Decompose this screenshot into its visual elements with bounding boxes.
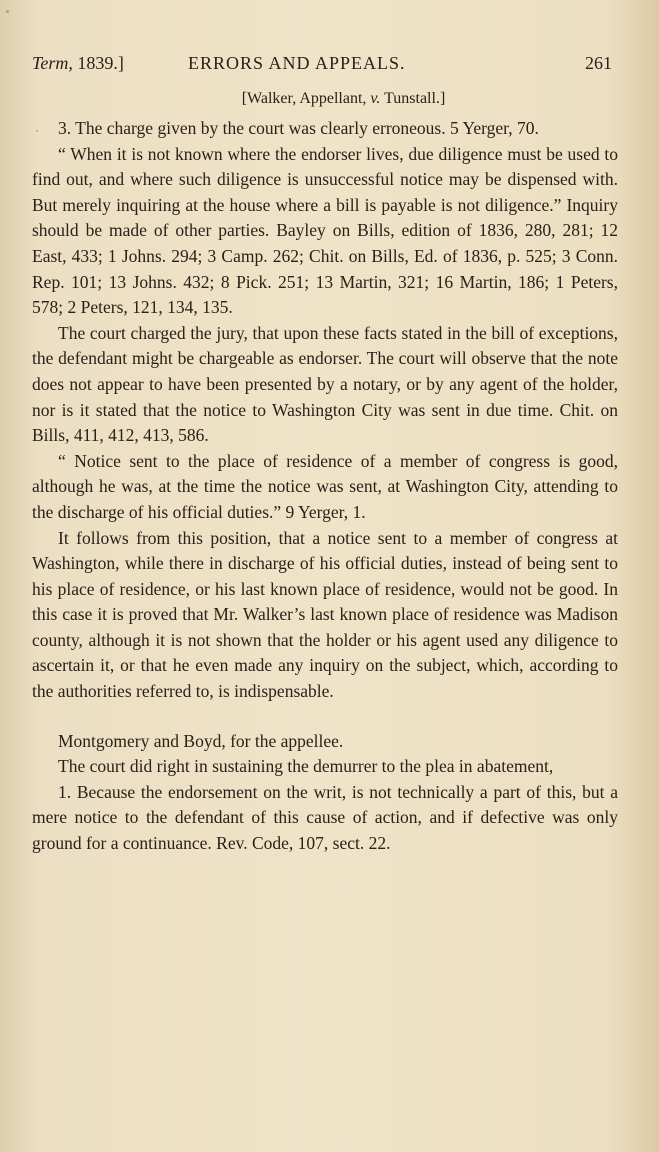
page-header bbox=[32, 50, 612, 76]
running-head-open: [Walker, Appellant, bbox=[241, 90, 367, 107]
page-number: 261 bbox=[585, 53, 612, 73]
paragraph-diligence-quote: “ When it is not known where the endorser lives, due diligence must be used to find out, and where such diligence is unsuccessful notice may be dispensed with. But merely inquiring at the house where a bill is payable is not diligence.” Inquiry should be made of other parties. Bayley on Bills, edition of 1836, 280, 281; 12 East, 433; 1 Johns. 294; 3 Camp. 262; Chit. on Bills, Ed. of 1836, p. 525; 3 Conn. Rep. 101; 13 Johns. 432; 8 Pick. 251; 13 Martin, 321; 16 Martin, 186; 1 Peters, 578; 2 Peters, 121, 134, 135. bbox=[32, 143, 618, 318]
running-head-versus: v. bbox=[370, 90, 381, 107]
header-title: ERRORS AND APPEALS. bbox=[188, 53, 406, 73]
paragraph-point-3: 3. The charge given by the court was clearly erroneous. 5 Yerger, 70. bbox=[58, 118, 539, 138]
paragraph-conclusion: It follows from this position, that a notice sent to a member of congress at Washington, while there in discharge of his official duties, instead of being sent to his place of residence, or his last known place of residence, would not be good. In this case it is proved that Mr. Walker’s last known place of residence was Madison county, although it is not shown that the holder or his agent used any diligence to ascertain it, or that he even made any inquiry on the subject, which, according to the authorities referred to, is indispensable. bbox=[32, 527, 618, 702]
header-term-word: Term, bbox=[32, 53, 73, 73]
paragraph-court-charge: The court charged the jury, that upon these facts stated in the bill of exceptions, the defendant might be chargeable as endorser. The court will observe that the note does not appear to have been presented by a notary, or by any agent of the holder, nor is it stated that the notice to Washington City was sent in due time. Chit. on Bills, 411, 412, 413, 586. bbox=[32, 322, 618, 446]
paragraph-appellee-counsel: Montgomery and Boyd, for the appellee. bbox=[58, 730, 344, 751]
paragraph-point-1: 1. Because the endorsement on the writ, is not technically a part of this, but a mere notice to the defendant of this cause of action, and if defective was only ground for a continuance. Rev. Code, 107, sect. 22. bbox=[32, 781, 618, 854]
page-body bbox=[32, 116, 618, 857]
paragraph-residence-quote: “ Notice sent to the place of residence of a member of congress is good, although he was, at the time the notice was sent, at Washington City, attending to the discharge of his official duties.” 9 Yerger, 1. bbox=[32, 450, 618, 522]
running-head bbox=[0, 88, 659, 110]
header-term bbox=[32, 50, 124, 76]
running-head-close: Tunstall.] bbox=[384, 90, 446, 107]
header-term-year: 1839.] bbox=[77, 53, 124, 73]
paper-speck bbox=[6, 10, 9, 13]
paragraph-demurrer: The court did right in sustaining the demurrer to the plea in abatement, bbox=[58, 756, 554, 777]
